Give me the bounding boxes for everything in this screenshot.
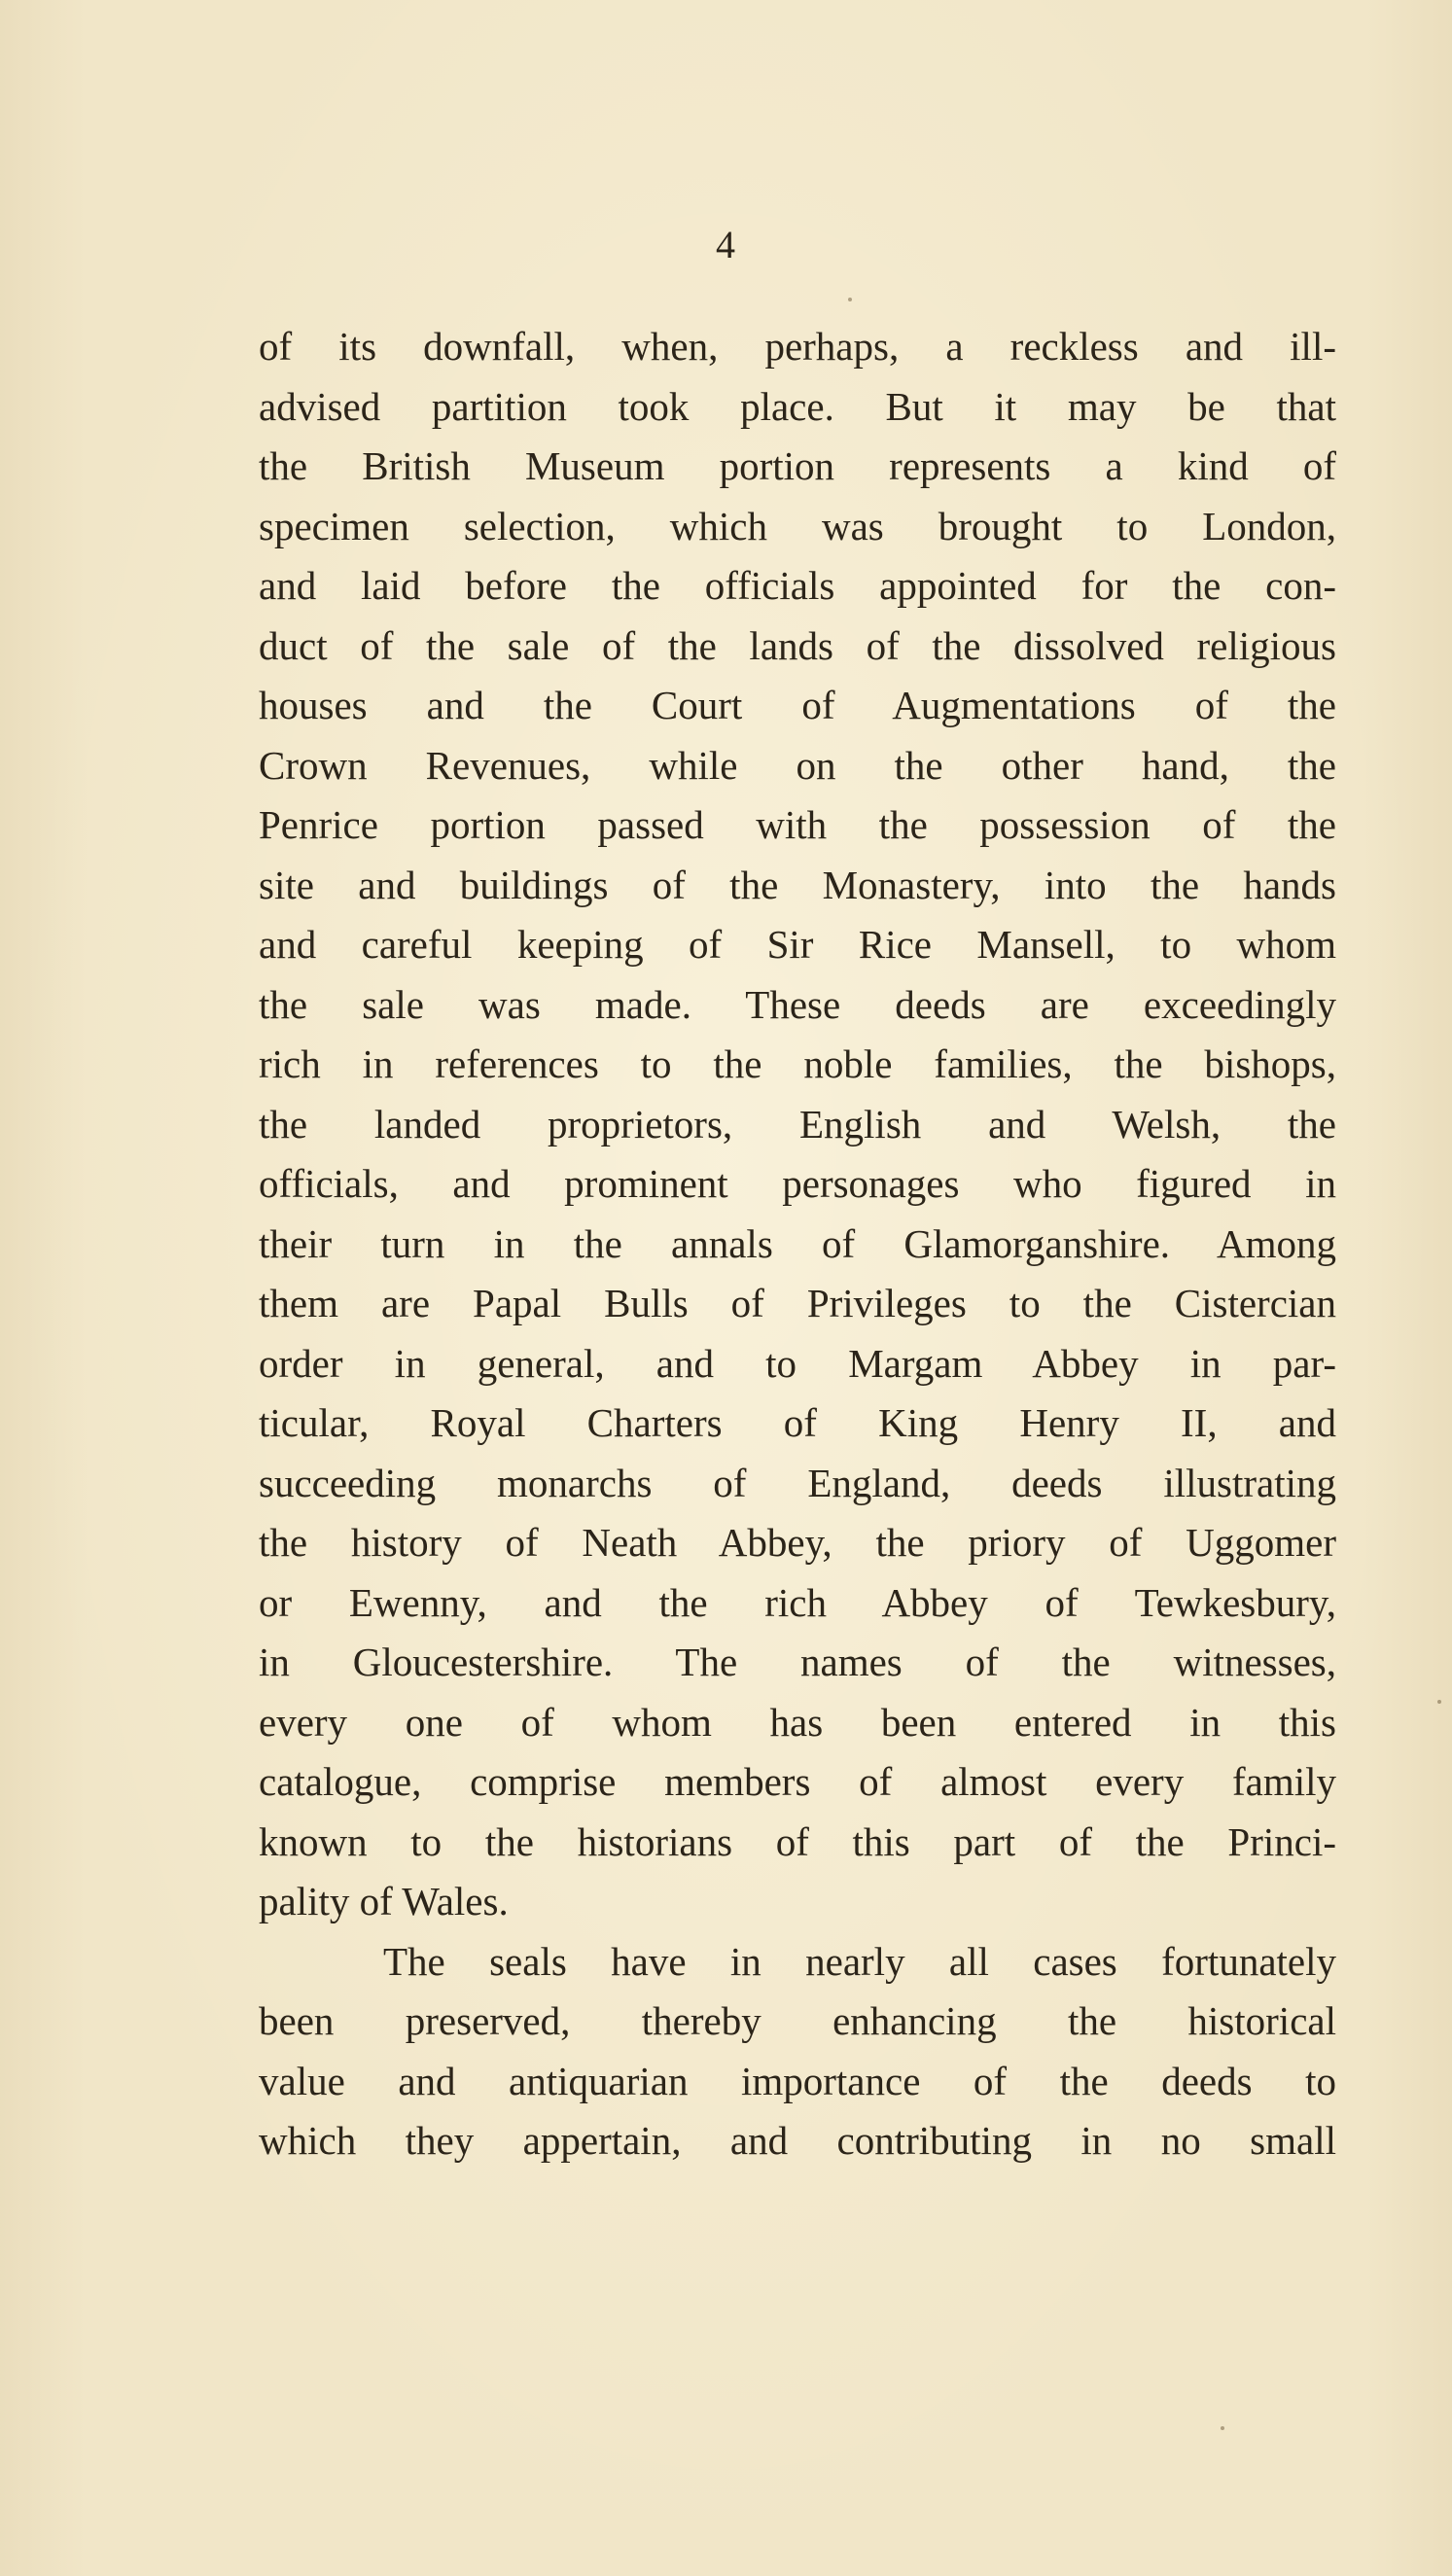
text-line: their turn in the annals of Glamorganshire. Among [259, 1220, 1336, 1266]
text-line: The seals have in nearly all cases fortunately [383, 1938, 1336, 1984]
text-line: officials, and prominent personages who figured in [259, 1161, 1336, 1206]
text-line: and laid before the officials appointed for the con- [259, 563, 1336, 608]
text-line: advised partition took place. But it may be that [259, 383, 1336, 429]
paragraph-2 [259, 1932, 1336, 2171]
paper-speck [848, 298, 852, 301]
paper-speck [1437, 1700, 1441, 1704]
page-number: 4 [716, 223, 736, 266]
text-line: and careful keeping of Sir Rice Mansell, to whom [259, 922, 1336, 967]
text-line: rich in references to the noble families, the bishops, [259, 1041, 1336, 1086]
text-line: specimen selection, which was brought to London, [259, 503, 1336, 548]
text-line: the sale was made. These deeds are exceedingly [259, 981, 1336, 1027]
text-line: which they appertain, and contributing in no small [259, 2118, 1336, 2163]
text-line: order in general, and to Margam Abbey in par- [259, 1340, 1336, 1386]
paragraph-1 [259, 317, 1336, 1932]
text-line: duct of the sale of the lands of the dissolved religious [259, 622, 1336, 668]
text-line: houses and the Court of Augmentations of the [259, 683, 1336, 727]
text-line: ticular, Royal Charters of King Henry II, and [259, 1400, 1336, 1445]
text-line: Penrice portion passed with the possession of the [259, 802, 1336, 847]
text-line: the landed proprietors, English and Welsh, the [259, 1101, 1336, 1147]
paper-speck [1221, 2426, 1224, 2430]
text-line: catalogue, comprise members of almost every family [259, 1759, 1336, 1804]
text-line: in Gloucestershire. The names of the witnesses, [259, 1640, 1336, 1684]
text-line: succeeding monarchs of England, deeds illustrating [259, 1460, 1336, 1505]
text-line: every one of whom has been entered in this [259, 1699, 1336, 1745]
text-line: them are Papal Bulls of Privileges to the Cistercian [259, 1281, 1336, 1325]
text-line: Crown Revenues, while on the other hand, the [259, 742, 1336, 788]
text-line: of its downfall, when, perhaps, a reckless and ill- [259, 324, 1336, 369]
text-line: the British Museum portion represents a kind of [259, 443, 1336, 488]
text-line: value and antiquarian importance of the deeds to [259, 2058, 1336, 2103]
text-line: known to the historians of this part of the Princi- [259, 1818, 1336, 1864]
text-line: pality of Wales. [259, 1879, 509, 1923]
text-line: been preserved, thereby enhancing the historical [259, 1998, 1336, 2043]
text-line: the history of Neath Abbey, the priory of Uggomer [259, 1520, 1336, 1565]
text-line: or Ewenny, and the rich Abbey of Tewkesbury, [259, 1579, 1336, 1625]
text-line: site and buildings of the Monastery, into the hands [259, 862, 1336, 907]
body-text [259, 317, 1336, 2171]
